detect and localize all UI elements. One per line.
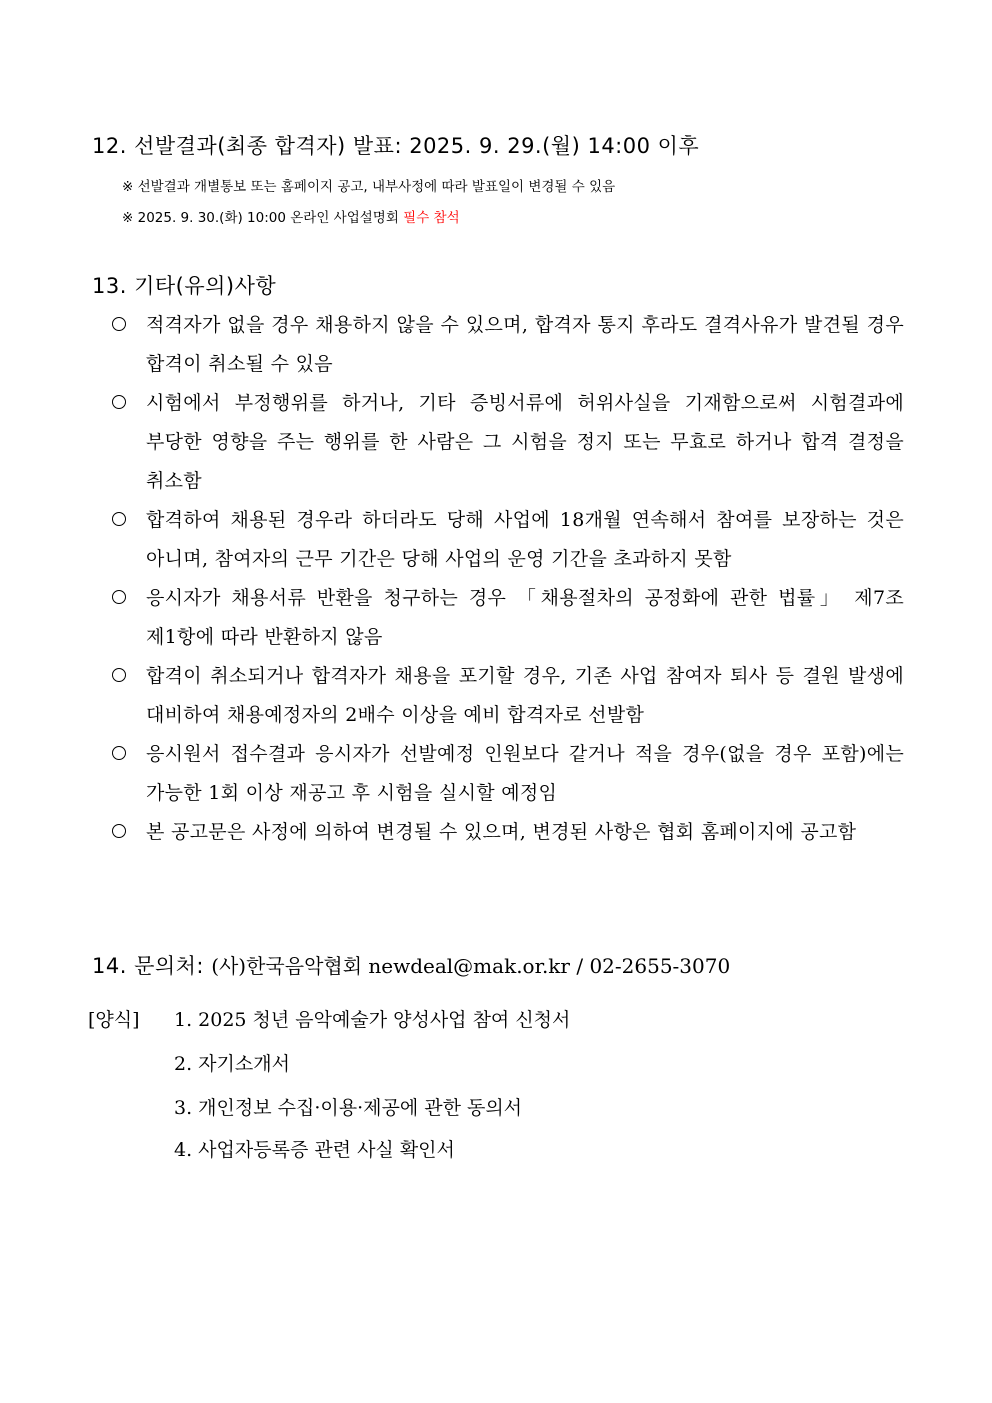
notice-item bbox=[112, 306, 904, 384]
form-item: 3. 개인정보 수집·이용·제공에 관한 동의서 bbox=[174, 1097, 523, 1119]
notice-item bbox=[112, 501, 904, 579]
section-12-heading: 12. 선발결과(최종 합격자) 발표: 2025. 9. 29.(월) 14:00 이후 bbox=[92, 134, 700, 158]
circle-bullet-icon bbox=[112, 512, 126, 526]
mandatory-attendance-emphasis: 필수 참석 bbox=[403, 210, 460, 226]
section-14-heading bbox=[92, 950, 730, 980]
forms-label: [양식] bbox=[88, 1009, 140, 1031]
briefing-session-text: ※ 2025. 9. 30.(화) 10:00 온라인 사업설명회 bbox=[122, 210, 404, 226]
notice-item bbox=[112, 579, 904, 657]
notice-list bbox=[112, 306, 904, 852]
contact-info: (사)한국음악협회 newdeal@mak.or.kr / 02-2655-3070 bbox=[211, 954, 731, 978]
contact-heading-label: 14. 문의처: bbox=[92, 954, 212, 978]
notice-item bbox=[112, 384, 904, 501]
section-13-heading: 13. 기타(유의)사항 bbox=[92, 274, 277, 298]
form-item: 2. 자기소개서 bbox=[174, 1053, 290, 1075]
circle-bullet-icon bbox=[112, 746, 126, 760]
notice-item-text: 합격이 취소되거나 합격자가 채용을 포기할 경우, 기존 사업 참여자 퇴사 등 결원 발생에 대비하여 채용예정자의 2배수 이상을 예비 합격자로 선발함 bbox=[146, 665, 904, 726]
notice-item bbox=[112, 735, 904, 813]
briefing-session-note bbox=[122, 206, 460, 226]
circle-bullet-icon bbox=[112, 395, 126, 409]
notice-item-text: 응시자가 채용서류 반환을 청구하는 경우 「채용절차의 공정화에 관한 법률」 제7조 제1항에 따라 반환하지 않음 bbox=[146, 587, 904, 648]
notice-item-text: 합격하여 채용된 경우라 하더라도 당해 사업에 18개월 연속해서 참여를 보장하는 것은 아니며, 참여자의 근무 기간은 당해 사업의 운영 기간을 초과하지 못함 bbox=[146, 509, 904, 570]
notice-item bbox=[112, 813, 904, 852]
circle-bullet-icon bbox=[112, 590, 126, 604]
announcement-date-note: ※ 선발결과 개별통보 또는 홈페이지 공고, 내부사정에 따라 발표일이 변경될 수 있음 bbox=[122, 179, 616, 195]
circle-bullet-icon bbox=[112, 668, 126, 682]
form-item: 1. 2025 청년 음악예술가 양성사업 참여 신청서 bbox=[174, 1009, 571, 1031]
notice-item-text: 적격자가 없을 경우 채용하지 않을 수 있으며, 합격자 통지 후라도 결격사유가 발견될 경우 합격이 취소될 수 있음 bbox=[146, 314, 904, 375]
notice-item-text: 시험에서 부정행위를 하거나, 기타 증빙서류에 허위사실을 기재함으로써 시험결과에 부당한 영향을 주는 행위를 한 사람은 그 시험을 정지 또는 무효로 하거나 합격 결정을 취소함 bbox=[146, 392, 904, 492]
form-item: 4. 사업자등록증 관련 사실 확인서 bbox=[174, 1139, 455, 1161]
notice-item-text: 응시원서 접수결과 응시자가 선발예정 인원보다 같거나 적을 경우(없을 경우 포함)에는 가능한 1회 이상 재공고 후 시험을 실시할 예정임 bbox=[146, 743, 904, 804]
notice-item-text: 본 공고문은 사정에 의하여 변경될 수 있으며, 변경된 사항은 협회 홈페이지에 공고함 bbox=[146, 821, 857, 843]
circle-bullet-icon bbox=[112, 824, 126, 838]
notice-item bbox=[112, 657, 904, 735]
circle-bullet-icon bbox=[112, 317, 126, 331]
